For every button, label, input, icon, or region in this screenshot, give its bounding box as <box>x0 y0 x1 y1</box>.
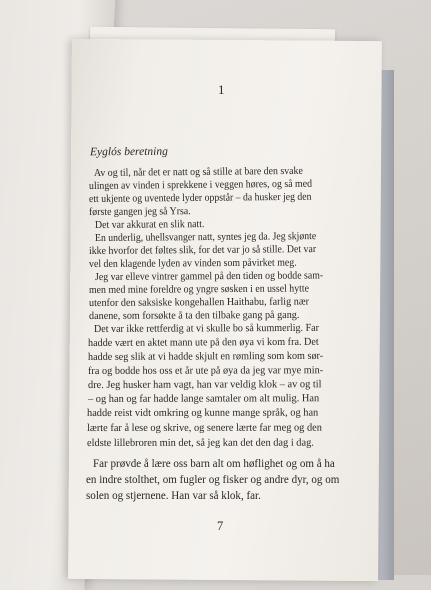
text-line: fra og bodde hos oss et år ute på øya da jeg var mye min- <box>87 365 324 377</box>
text-line: Jeg var elleve vintrer gammel på den tiden og bodde sam- <box>94 270 324 283</box>
text-line: ett ukjente og uventede lyder oppstår – da husker jeg den <box>88 191 312 205</box>
text-line: Far prøvde å lære oss barn alt om høflighet og om å ha <box>93 458 335 470</box>
text-line: dre. Jeg husker ham vagt, han var veldig klok – av og til <box>87 379 322 391</box>
text-line: utenfor den saksiske kongehallen Haithabu, farlig nær <box>88 296 310 309</box>
text-line: ulingen av vinden i sprekkene i veggen høres, og så med <box>88 178 313 192</box>
text-line: men med mine foreldre og yngre søsken i en ussel hytte <box>88 283 310 296</box>
text-line: vel den klagende lyden av vinden som påvirket meg. <box>88 257 297 270</box>
text-line: Av og til, når det er natt og så stille at bare den svake <box>93 165 303 179</box>
page-number: 7 <box>217 519 224 533</box>
text-line: ikke hvorfor det føltes slik, for det var jo så stille. Det var <box>88 244 317 257</box>
text-line: hadde vært en aktet mann ute på den øya vi kom fra. Det <box>87 336 319 349</box>
text-line: Det var ikke rettferdig at vi skulle bo så kummerlig. Far <box>93 322 320 335</box>
text-line: en indre stolthet, om fugler og fisker og andre dyr, og om <box>86 474 340 486</box>
text-line: – og han og far hadde lange samtaler om alt mulig. Han <box>87 393 320 405</box>
text-line: En underlig, uhellsvanger natt, syntes jeg da. Jeg skjønte <box>94 231 317 244</box>
chapter-number: 1 <box>218 82 225 97</box>
text-line: Det var akkurat en slik natt. <box>94 219 205 231</box>
text-line: første gangen jeg så Yrsa. <box>88 206 191 218</box>
text-line: hadde reist vidt omkring og kunne mange språk, og han <box>86 407 319 419</box>
text-line: eldste lillebroren min det, så jeg kan det den dag i dag. <box>86 437 314 449</box>
text-line: hadde seg slik at vi hadde skjult en rømling som kom sør- <box>87 350 324 363</box>
text-line: solen og stjernene. Han var så klok, far. <box>86 490 261 502</box>
text-line: danene, som forsøkte å ta den tilbake gang på gang. <box>88 309 300 322</box>
chapter-title: Eyglós beretning <box>89 145 168 159</box>
text-line: lærte far å lese og skrive, og senere lærte far meg og den <box>86 422 322 434</box>
